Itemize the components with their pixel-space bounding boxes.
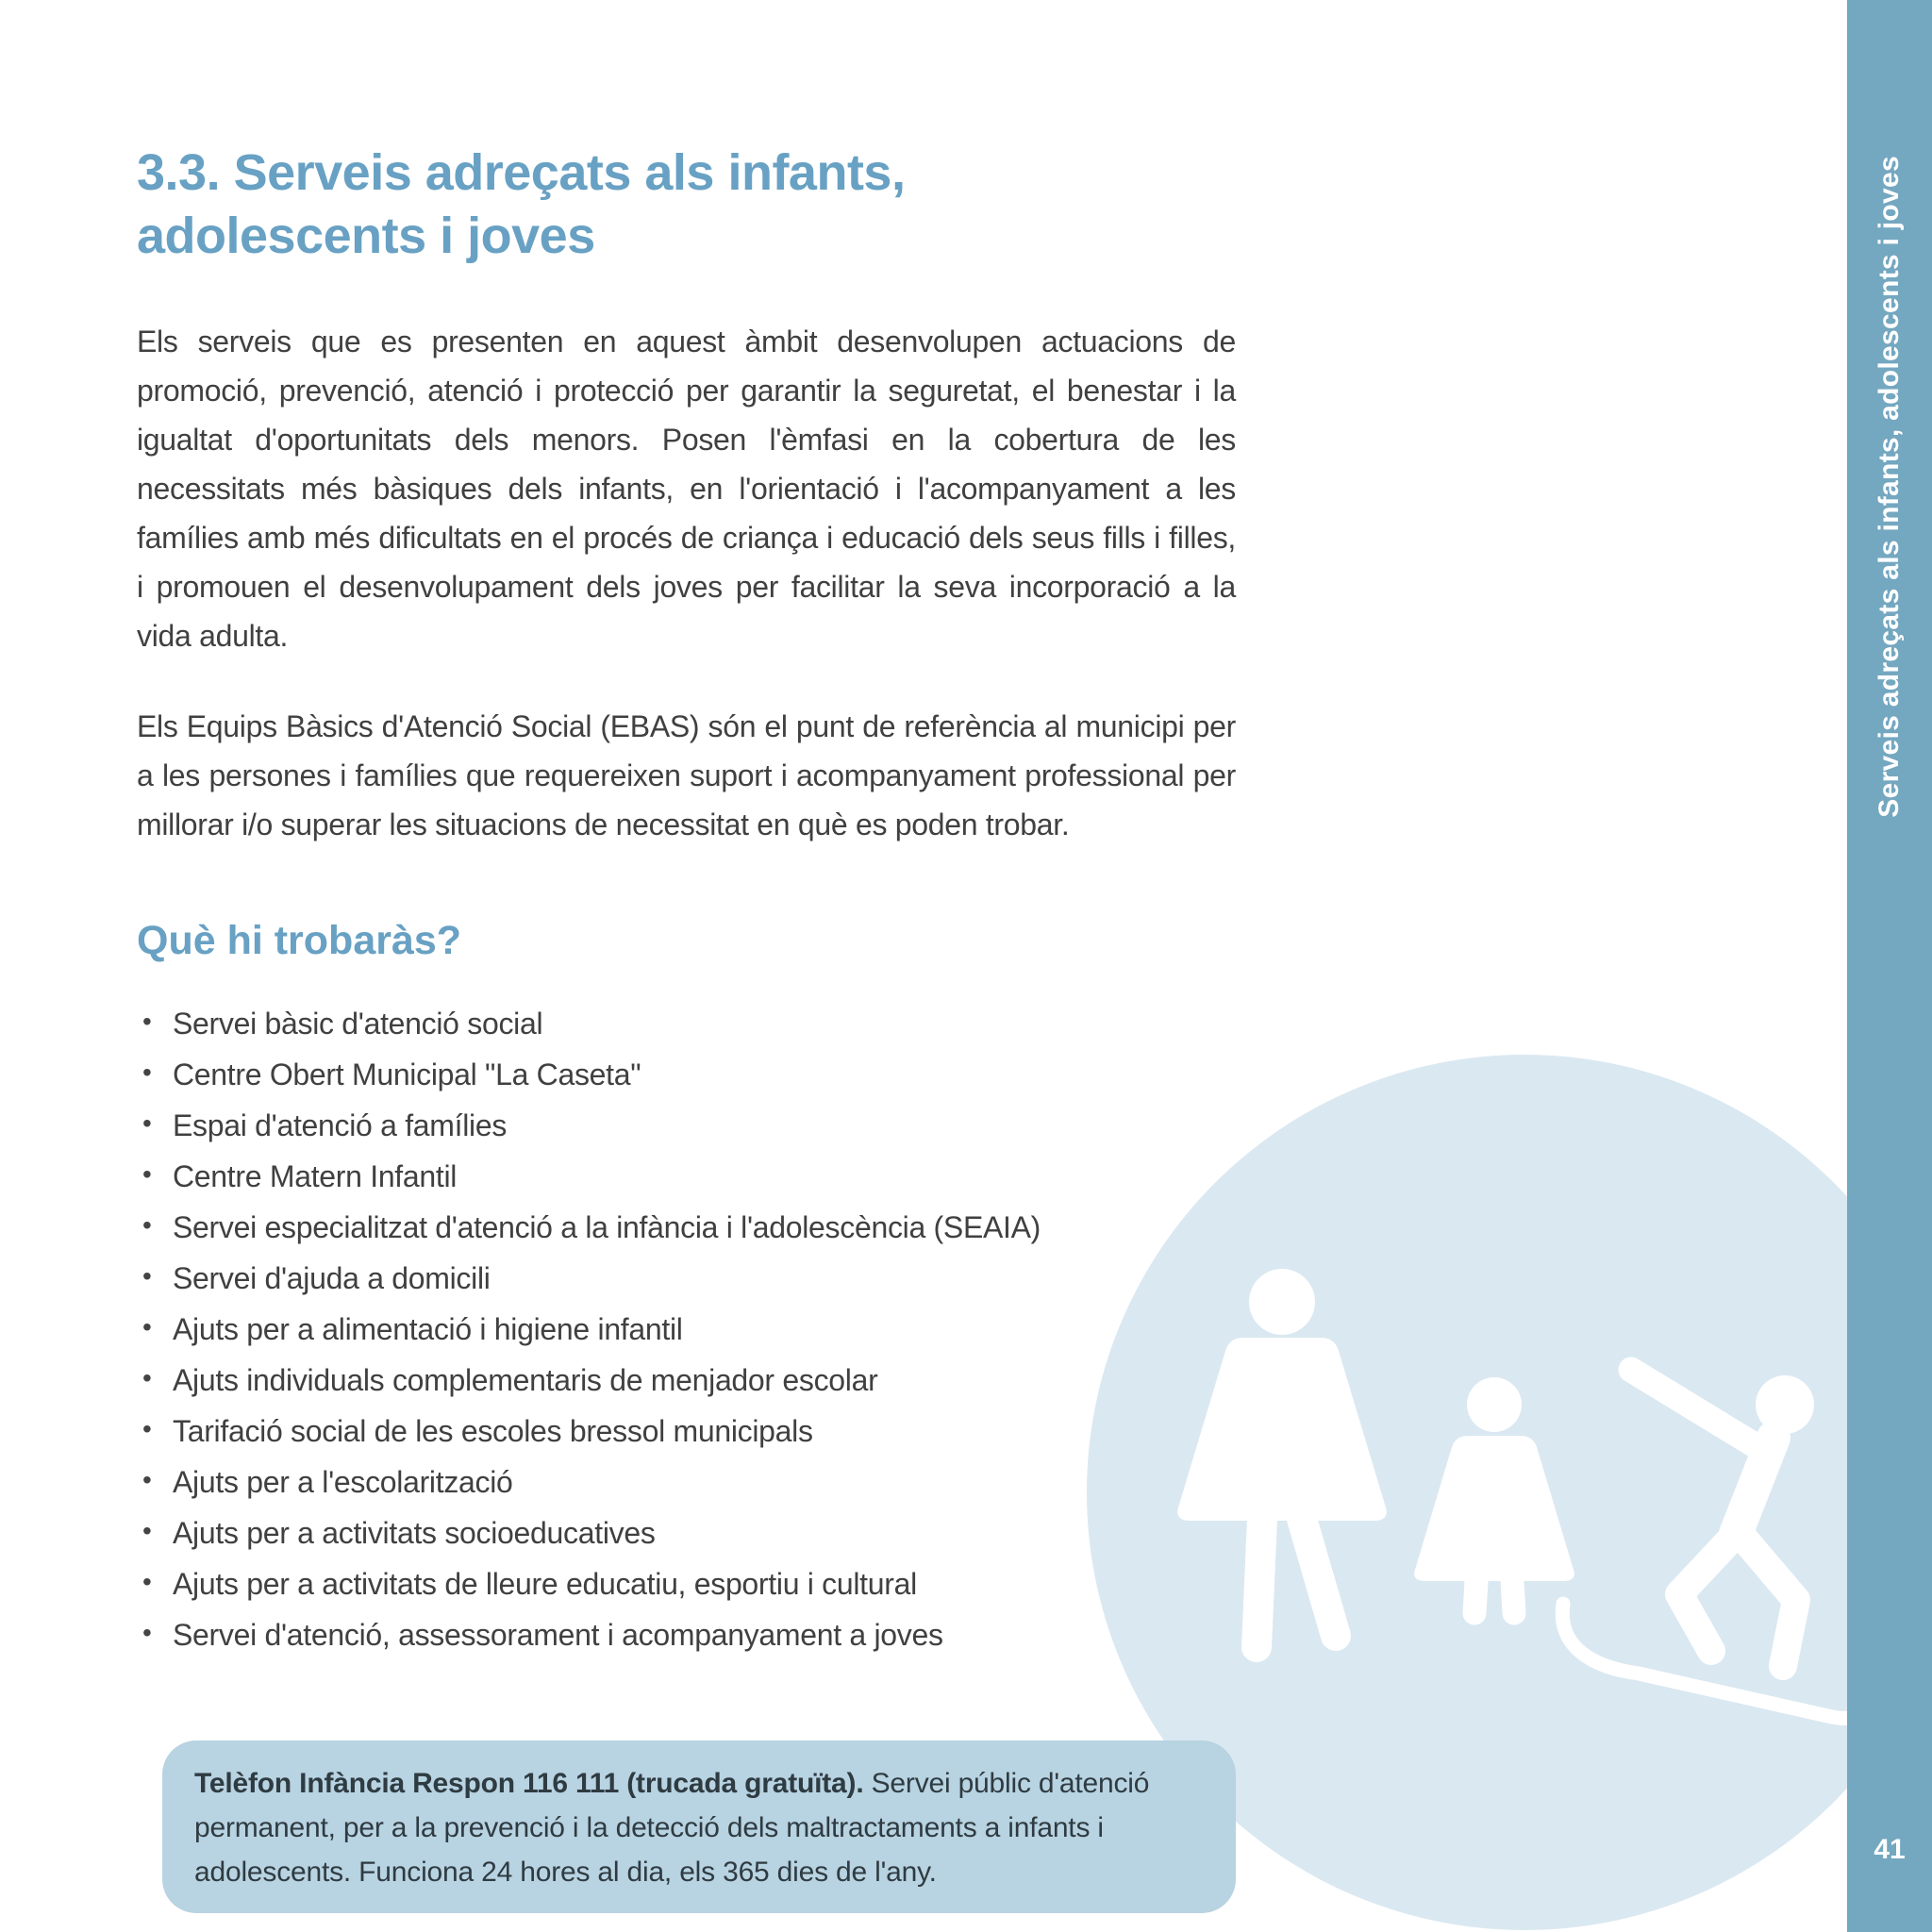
list-item [137,998,1236,1049]
list-item-label: Ajuts per a activitats socioeducatives [173,1515,656,1550]
girl-pictogram [1414,1377,1574,1613]
chapter-sidebar [1847,0,1932,1932]
main-content [137,0,1236,1660]
bullet-icon: • [142,1006,152,1036]
list-item-label: Servei d'atenció, assessorament i acompanyament a joves [173,1617,943,1652]
list-item-label: Servei d'ajuda a domicili [173,1260,491,1295]
bullet-icon: • [142,1464,152,1494]
list-item-label: Servei especialitzat d'atenció a la infància i l'adolescència (SEAIA) [173,1209,1041,1244]
list-item [137,1355,1236,1406]
bullet-icon: • [142,1566,152,1596]
phone-callout-box [162,1740,1236,1913]
list-item-label: Espai d'atenció a famílies [173,1108,508,1142]
list-item [137,1457,1236,1507]
list-item-label: Ajuts per a l'escolarització [173,1464,513,1499]
page-title-line1: 3.3. Serveis adreçats als infants, [137,144,906,201]
bullet-icon: • [142,1158,152,1189]
skater-pictogram [1562,1370,1872,1718]
sidebar-vertical-label: Serveis adreçats als infants, adolescents i joves [1874,156,1905,818]
list-item [137,1558,1236,1609]
section-heading: Què hi trobaràs? [137,918,462,963]
list-item [137,1406,1236,1457]
list-item [137,1609,1236,1660]
list-item-label: Servei bàsic d'atenció social [173,1006,543,1041]
bullet-icon: • [142,1057,152,1087]
list-item-label: Ajuts per a activitats de lleure educatiu, esportiu i cultural [173,1566,917,1601]
list-item [137,1151,1236,1202]
paragraph-2: Els Equips Bàsics d'Atenció Social (EBAS) són el punt de referència al municipi per a les persones i famílies que requereixen suport i acompanyament professional per millorar i/o superar les situacions de necessitat en què es poden trobar. [137,709,1236,841]
list-item [137,1049,1236,1100]
bullet-icon: • [142,1108,152,1138]
page-number: 41 [1874,1834,1906,1865]
bullet-icon: • [142,1260,152,1291]
page-title [137,142,1236,268]
bullet-icon: • [142,1362,152,1392]
list-item-label: Tarifació social de les escoles bressol municipals [173,1413,813,1448]
list-item [137,1507,1236,1558]
paragraph-1: Els serveis que es presenten en aquest àmbit desenvolupen actuacions de promoció, prevenció, atenció i protecció per garantir la seguretat, el benestar i la igualtat d'oportunitats dels menors. Posen l'èmfasi en la cobertura de les necessitats més bàsiques dels infants, en l'orientació i l'acompanyament a les famílies amb més dificultats en el procés de criança i educació dels seus fills i filles, i promouen el desenvolupament dels joves per facilitar la seva incorporació a la vida adulta. [137,325,1236,653]
list-item-label: Ajuts individuals complementaris de menjador escolar [173,1362,878,1397]
list-item-label: Ajuts per a alimentació i higiene infantil [173,1311,683,1346]
list-item [137,1253,1236,1304]
bullet-icon: • [142,1311,152,1341]
callout-text: Servei públic d'atenció permanent, per a la prevenció i la detecció dels maltractaments a infants i adolescents. Funciona 24 hores al dia, els 365 dies de l'any. [194,1768,1150,1888]
list-item [137,1304,1236,1355]
bullet-icon: • [142,1515,152,1545]
list-item [137,1100,1236,1151]
bullet-icon: • [142,1209,152,1240]
list-item-label: Centre Matern Infantil [173,1158,458,1193]
bullet-icon: • [142,1413,152,1443]
page-title-line2: adolescents i joves [137,208,595,264]
service-list [137,998,1236,1660]
bullet-icon: • [142,1617,152,1647]
callout-lead: Telèfon Infància Respon 116 111 (trucada gratuïta). [194,1768,864,1799]
intro-paragraphs [137,317,1236,849]
list-item [137,1202,1236,1253]
list-item-label: Centre Obert Municipal "La Caseta" [173,1057,641,1091]
